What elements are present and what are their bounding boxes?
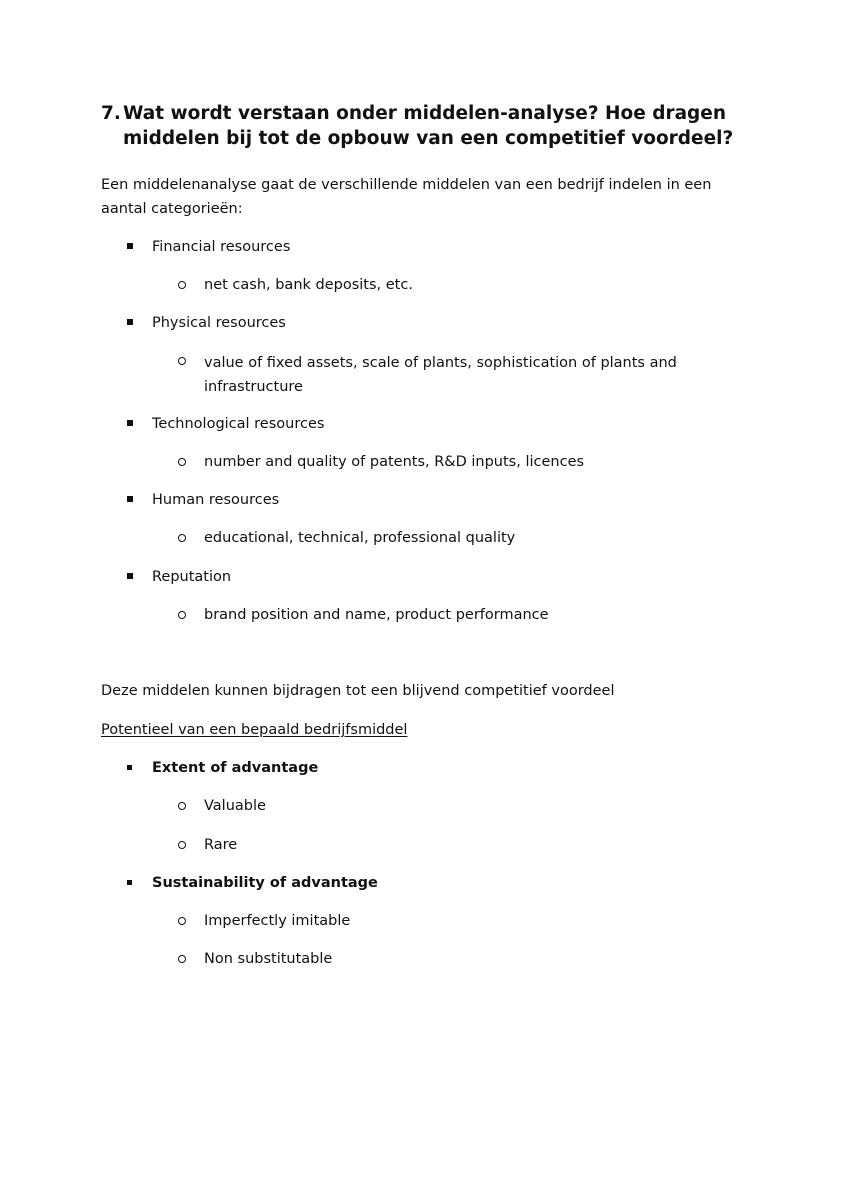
potential-label: Extent of advantage <box>152 760 319 776</box>
resource-label: Technological resources <box>152 416 325 432</box>
square-bullet-icon <box>127 496 133 502</box>
potential-heading: Potentieel van een bepaald bedrijfsmiddel <box>101 722 408 738</box>
circle-bullet-icon <box>178 802 186 810</box>
square-bullet-icon <box>127 243 133 249</box>
circle-bullet-icon <box>178 841 186 849</box>
square-bullet-icon <box>127 765 132 770</box>
square-bullet-icon <box>127 880 132 885</box>
square-bullet-icon <box>127 573 133 579</box>
conclusion-paragraph: Deze middelen kunnen bijdragen tot een blijvend competitief voordeel <box>101 683 615 699</box>
resource-detail: educational, technical, professional quality <box>204 530 516 546</box>
question-number: 7. <box>101 103 121 124</box>
resource-detail: brand position and name, product performance <box>204 607 549 623</box>
circle-bullet-icon <box>178 611 186 619</box>
circle-bullet-icon <box>178 357 186 365</box>
resource-label: Human resources <box>152 492 280 508</box>
resource-detail: number and quality of patents, R&D inputs, licences <box>204 454 585 470</box>
resource-label: Financial resources <box>152 239 291 255</box>
circle-bullet-icon <box>178 458 186 466</box>
intro-paragraph: Een middelenanalyse gaat de verschillende middelen van een bedrijf indelen in een aantal categorieën: <box>101 177 712 217</box>
square-bullet-icon <box>127 420 133 426</box>
potential-label: Sustainability of advantage <box>152 875 378 891</box>
resource-label: Reputation <box>152 569 232 585</box>
square-bullet-icon <box>127 319 133 325</box>
potential-detail: Valuable <box>204 798 266 814</box>
resource-detail: net cash, bank deposits, etc. <box>204 277 413 293</box>
potential-detail: Non substitutable <box>204 951 333 967</box>
potential-detail: Imperfectly imitable <box>204 913 351 929</box>
potential-detail: Rare <box>204 837 238 853</box>
circle-bullet-icon <box>178 281 186 289</box>
question-heading <box>101 101 761 151</box>
question-text: Wat wordt verstaan onder middelen-analyse? Hoe dragen middelen bij tot de opbouw van een competitief voordeel? <box>123 103 734 149</box>
circle-bullet-icon <box>178 534 186 542</box>
circle-bullet-icon <box>178 955 186 963</box>
resource-label: Physical resources <box>152 315 286 331</box>
circle-bullet-icon <box>178 917 186 925</box>
resource-detail: value of fixed assets, scale of plants, sophistication of plants and infrastructure <box>204 355 677 395</box>
